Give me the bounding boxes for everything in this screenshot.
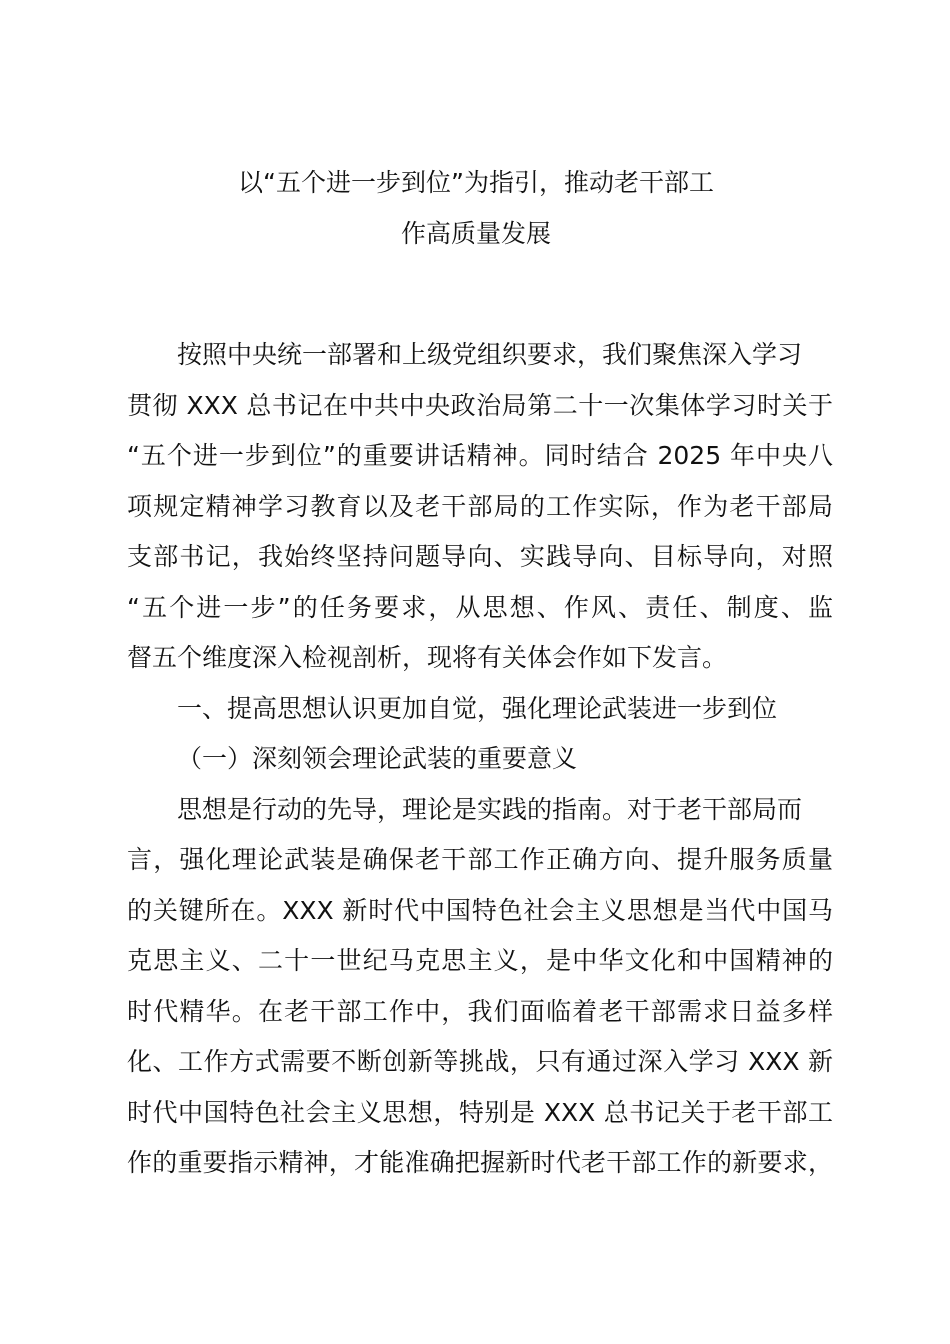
- paragraph-line: 支部书记，我始终坚持问题导向、实践导向、目标导向，对照: [127, 542, 833, 571]
- paragraph-line: “五个进一步”的任务要求，从思想、作风、责任、制度、监: [127, 592, 833, 622]
- paragraph-line: “五个进一步到位”的重要讲话精神。同时结合 2025 年中央八: [127, 441, 833, 470]
- paragraph-line: 时代中国特色社会主义思想，特别是 XXX 总书记关于老干部工: [127, 1097, 833, 1127]
- paragraph-theory: [127, 785, 833, 1189]
- paragraph-line: 按照中央统一部署和上级党组织要求，我们聚焦深入学习: [177, 340, 803, 369]
- paragraph-intro: [127, 330, 833, 684]
- document-title: [120, 158, 832, 259]
- title-line: 作高质量发展: [400, 218, 551, 248]
- paragraph-line: 的关键所在。XXX 新时代中国特色社会主义思想是当代中国马: [127, 895, 833, 925]
- paragraph-line: 言，强化理论武装是确保老干部工作正确方向、提升服务质量: [127, 845, 833, 874]
- paragraph-line: 贯彻 XXX 总书记在中共中央政治局第二十一次集体学习时关于: [127, 390, 833, 420]
- paragraph-line: 化、工作方式需要不断创新等挑战，只有通过深入学习 XXX 新: [127, 1047, 833, 1076]
- paragraph-line: 时代精华。在老干部工作中，我们面临着老干部需求日益多样: [127, 996, 833, 1026]
- paragraph-line: 项规定精神学习教育以及老干部局的工作实际，作为老干部局: [127, 491, 833, 521]
- paragraph-line: 作的重要指示精神，才能准确把握新时代老干部工作的新要求，: [127, 1148, 833, 1177]
- paragraph-line: 克思主义、二十一世纪马克思主义，是中华文化和中国精神的: [127, 946, 833, 975]
- paragraph-line: 督五个维度深入检视剖析，现将有关体会作如下发言。: [127, 643, 728, 672]
- title-line: 以“五个进一步到位”为指引，推动老干部工: [238, 168, 714, 197]
- document-body: [127, 330, 833, 1189]
- subsection-heading: （一）深刻领会理论武装的重要意义: [177, 744, 578, 773]
- paragraph-line: 思想是行动的先导，理论是实践的指南。对于老干部局而: [177, 794, 803, 824]
- section-heading: 一、提高思想认识更加自觉，强化理论武装进一步到位: [177, 693, 778, 723]
